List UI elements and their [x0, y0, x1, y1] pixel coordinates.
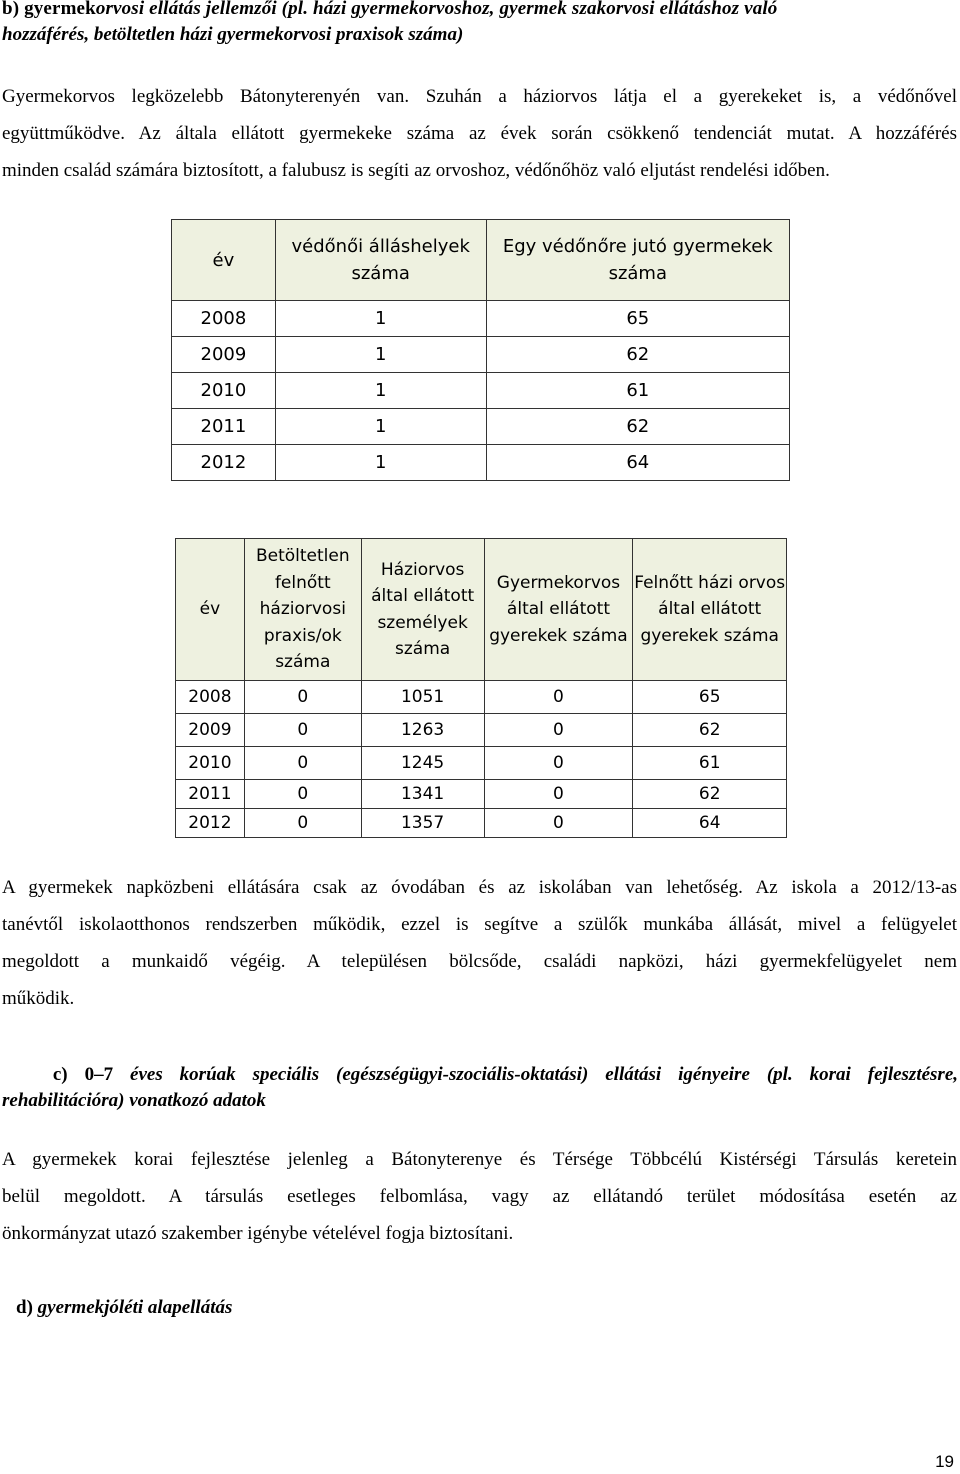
paragraph-line: tanévtől iskolaotthonos rendszerben működik, ezzel is segítve a szülők munkába állását, mivel a felügyelet [2, 914, 957, 935]
paragraph-line: együttműködve. Az általa ellátott gyermekeke száma az évek során csökkenő tendenciát mutat. A hozzáférés [2, 123, 957, 144]
cell: 1245 [361, 747, 484, 780]
cell: 1 [275, 409, 486, 445]
section-c-heading [2, 1062, 958, 1114]
cell: 1 [275, 301, 486, 337]
cell: 2012 [172, 445, 276, 481]
cell: 2008 [172, 301, 276, 337]
table-row [176, 681, 787, 714]
table-row [176, 780, 787, 809]
header-children-per-visitor: Egy védőnőre jutó gyermekek száma [486, 220, 789, 301]
cell: 64 [633, 809, 787, 838]
table-row [176, 809, 787, 838]
paragraph-line: önkormányzat utazó szakember igénybe vételével fogja biztosítani. [2, 1223, 514, 1244]
cell: 2008 [176, 681, 245, 714]
header-year: év [176, 539, 245, 681]
paragraph-early-development [2, 1141, 957, 1252]
cell: 2010 [176, 747, 245, 780]
cell: 2009 [172, 337, 276, 373]
cell: 0 [484, 681, 633, 714]
cell: 0 [244, 780, 361, 809]
section-b-title-line1: orvosi ellátás jellemzői (pl. házi gyermekorvoshoz, gyermek szakorvosi ellátáshoz való [95, 0, 778, 19]
paragraph-line: minden család számára biztosított, a falubusz is segíti az orvoshoz, védőnőhöz való eljutást rendelési időben. [2, 160, 830, 181]
cell: 1357 [361, 809, 484, 838]
cell: 2009 [176, 714, 245, 747]
paragraph-line: A gyermekek napközbeni ellátására csak az óvodában és az iskolában van lehetőség. Az iskola a 2012/13-as [2, 877, 957, 898]
table-row [172, 337, 790, 373]
section-c-label: c) [52, 1064, 68, 1085]
cell: 62 [486, 337, 789, 373]
cell: 65 [486, 301, 789, 337]
cell: 62 [633, 714, 787, 747]
cell: 0 [244, 809, 361, 838]
cell: 0 [484, 809, 633, 838]
paragraph-line: megoldott a munkaidő végéig. A településen bölcsőde, családi napközi, házi gyermekfelügyelet nem [2, 951, 957, 972]
cell: 62 [633, 780, 787, 809]
health-visitor-table [171, 219, 790, 481]
section-b-heading [2, 0, 958, 48]
doctor-care-table [175, 538, 787, 838]
cell: 2011 [172, 409, 276, 445]
table-header-row [176, 539, 787, 681]
cell: 61 [633, 747, 787, 780]
section-c-title-line2: rehabilitációra) vonatkozó adatok [2, 1090, 266, 1111]
header-pediatrician-children: Gyermekorvos által ellátott gyerekek száma [484, 539, 633, 681]
paragraph-line: működik. [2, 988, 75, 1009]
table-row [176, 714, 787, 747]
header-adult-gp-children: Felnőtt házi orvos által ellátott gyerekek száma [633, 539, 787, 681]
section-b-label: b) [2, 0, 20, 19]
table-row [172, 409, 790, 445]
table-row [176, 747, 787, 780]
cell: 1 [275, 373, 486, 409]
page-number: 19 [935, 1452, 954, 1471]
header-gp-patients: Háziorvos által ellátott személyek száma [361, 539, 484, 681]
cell: 1341 [361, 780, 484, 809]
cell: 2010 [172, 373, 276, 409]
cell: 1263 [361, 714, 484, 747]
cell: 62 [486, 409, 789, 445]
header-vacant-practices: Betöltetlen felnőtt háziorvosi praxis/ok száma [244, 539, 361, 681]
cell: 2011 [176, 780, 245, 809]
paragraph-line: belül megoldott. A társulás esetleges felbomlása, vagy az ellátandó terület módosítása esetén az [2, 1186, 957, 1207]
cell: 0 [484, 747, 633, 780]
cell: 1 [275, 445, 486, 481]
section-c-title-line1: éves korúak speciális (egészségügyi-szociális-oktatási) ellátási igényeire (pl. korai fejlesztésre, [130, 1064, 958, 1085]
header-year: év [172, 220, 276, 301]
cell: 2012 [176, 809, 245, 838]
table-row [172, 301, 790, 337]
section-b-title-line2: hozzáférés, betöltetlen házi gyermekorvosi praxisok száma) [2, 24, 464, 45]
section-d-label: d) [16, 1297, 33, 1318]
cell: 65 [633, 681, 787, 714]
section-b-prefix: gyermek [24, 0, 96, 19]
header-health-visitor-posts: védőnői álláshelyek száma [275, 220, 486, 301]
table-row [172, 445, 790, 481]
cell: 1 [275, 337, 486, 373]
cell: 64 [486, 445, 789, 481]
cell: 0 [244, 747, 361, 780]
cell: 1051 [361, 681, 484, 714]
section-d-heading [16, 1295, 232, 1321]
cell: 0 [484, 714, 633, 747]
paragraph-b [2, 78, 957, 189]
cell: 61 [486, 373, 789, 409]
cell: 0 [244, 714, 361, 747]
paragraph-line: A gyermekek korai fejlesztése jelenleg a Bátonyterenye és Térsége Többcélú Kistérségi Társulás keretein [2, 1149, 957, 1170]
section-d-title: gyermekjóléti alapellátás [37, 1297, 233, 1318]
paragraph-daycare [2, 869, 957, 1017]
section-c-range: 0–7 [84, 1064, 114, 1085]
table-header-row [172, 220, 790, 301]
cell: 0 [484, 780, 633, 809]
paragraph-line: Gyermekorvos legközelebb Bátonyterenyén van. Szuhán a háziorvos látja el a gyerekeket is, a védőnővel [2, 86, 957, 107]
table-row [172, 373, 790, 409]
cell: 0 [244, 681, 361, 714]
